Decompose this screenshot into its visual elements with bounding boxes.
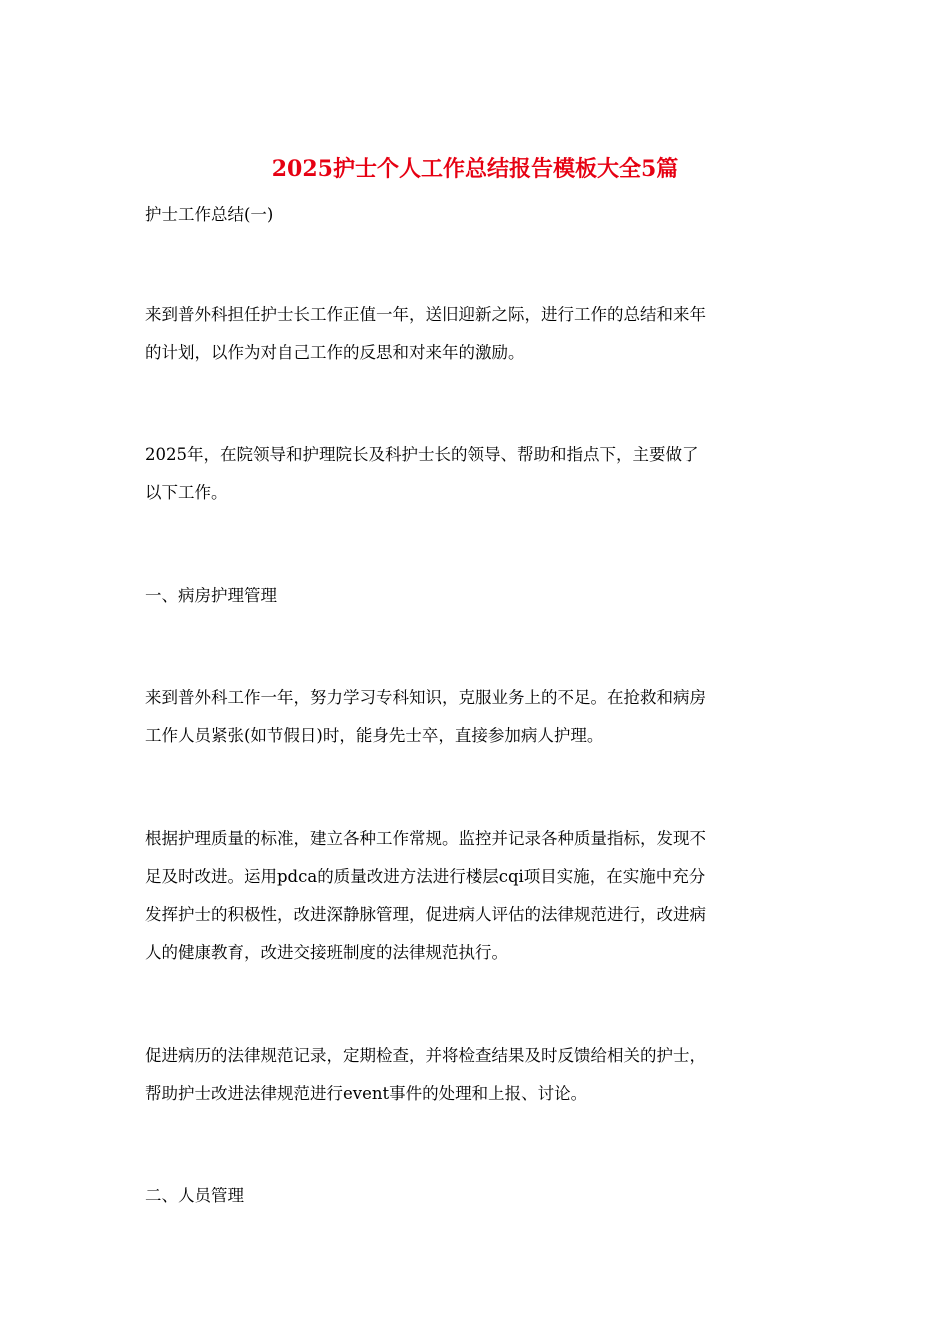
section-heading: 二、人员管理 [145, 1186, 244, 1205]
paragraph-line: 发挥护士的积极性，改进深静脉管理，促进病人评估的法律规范进行，改进病 [145, 905, 706, 924]
heading-ward-management [145, 577, 815, 615]
paragraph-line: 人的健康教育，改进交接班制度的法律规范执行。 [145, 943, 508, 962]
paragraph-line: 根据护理质量的标准，建立各种工作常规。监控并记录各种质量指标，发现不 [145, 829, 706, 848]
paragraph-line: 2025年，在院领导和护理院长及科护士长的领导、帮助和指点下，主要做了 [145, 445, 699, 464]
document-title: 2025护士个人工作总结报告模板大全5篇 [271, 156, 679, 182]
paragraph-line: 帮助护士改进法律规范进行event事件的处理和上报、讨论。 [145, 1084, 588, 1103]
paragraph-line: 来到普外科担任护士长工作正值一年，送旧迎新之际，进行工作的总结和来年 [145, 305, 706, 324]
paragraph-line: 工作人员紧张(如节假日)时，能身先士卒，直接参加病人护理。 [145, 726, 604, 745]
paragraph-intro [145, 296, 815, 372]
paragraph-line: 促进病历的法律规范记录，定期检查，并将检查结果及时反馈给相关的护士， [145, 1046, 706, 1065]
paragraph-line: 的计划，以作为对自己工作的反思和对来年的激励。 [145, 343, 525, 362]
paragraph-line: 以下工作。 [145, 483, 228, 502]
paragraph-records [145, 1037, 815, 1113]
paragraph-overview [145, 436, 815, 512]
section-heading: 一、病房护理管理 [145, 586, 277, 605]
subtitle-text: 护士工作总结(一) [145, 205, 274, 224]
paragraph-ward-work [145, 679, 815, 755]
heading-staff-management [145, 1177, 815, 1215]
paragraph-line: 来到普外科工作一年，努力学习专科知识，克服业务上的不足。在抢救和病房 [145, 688, 706, 707]
paragraph-line: 足及时改进。运用pdca的质量改进方法进行楼层cqi项目实施，在实施中充分 [145, 867, 706, 886]
paragraph-quality [145, 820, 815, 972]
section-subtitle [145, 196, 815, 234]
